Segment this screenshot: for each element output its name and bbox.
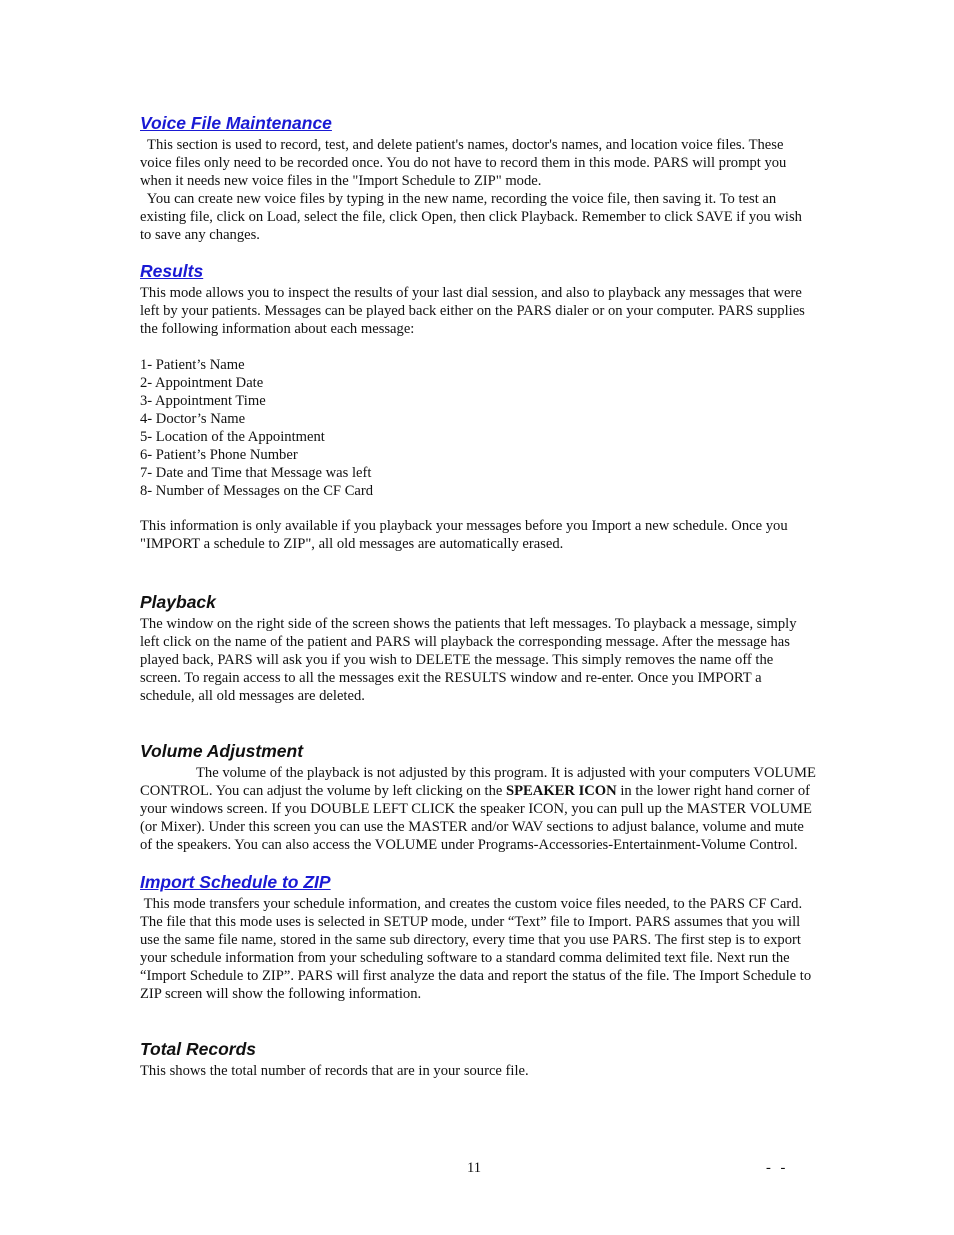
volume-text-after: in the lower right hand corner of your windows screen. If you DOUBLE LEFT CLICK the speaker ICON, you can pull up the MASTER VOLUME (or Mixer). Under this screen you can use the MASTER and/or WAV sections to adjust balance, volume and mute of the speakers. You can also access the VOLUME under Programs-Accessories-Entertainment-Volume Control. (140, 783, 812, 853)
playback-paragraph: The window on the right side of the screen shows the patients that left messages. To playback a message, simply left click on the name of the patient and PARS will playback the corresponding message. After the message has played back, PARS will ask you if you wish to DELETE the message. This simply removes the name off the screen. To regain access to all the messages exit the RESULTS window and re-enter. Once you IMPORT a schedule, all old messages are deleted. (140, 616, 797, 704)
total-records-paragraph: This shows the total number of records that are in your source file. (140, 1063, 529, 1079)
heading-playback: Playback (140, 592, 216, 612)
results-intro: This mode allows you to inspect the results of your last dial session, and also to playback any messages that were left by your patients. Messages can be played back either on the PARS dialer or on your computer. PARS supplies the following information about each message: (140, 285, 805, 337)
list-item: 7- Date and Time that Message was left (140, 465, 372, 481)
heading-import-schedule-to-zip[interactable]: Import Schedule to ZIP (140, 872, 331, 892)
results-info-list (140, 356, 816, 500)
list-item: 1- Patient’s Name (140, 357, 245, 373)
list-item: 2- Appointment Date (140, 375, 264, 391)
results-note: This information is only available if you playback your messages before you Import a new schedule. Once you "IMPORT a schedule to ZIP", all old messages are automatically erased. (140, 518, 788, 552)
speaker-icon-emphasis: SPEAKER ICON (506, 783, 617, 799)
import-paragraph: This mode transfers your schedule information, and creates the custom voice files needed, to the PARS CF Card. The file that this mode uses is selected in SETUP mode, under “Text” file to Import. PARS assumes that you will use the same file name, stored in the same sub directory, every time that you use PARS. The first step is to export your schedule information from your scheduling software to a standard comma delimited text file. Next run the “Import Schedule to ZIP”. PARS will first analyze the data and report the status of the file. The Import Schedule to ZIP screen will show the following information. (140, 896, 812, 1002)
footer-dashes: - - (766, 1160, 789, 1176)
voice-paragraph-2: You can create new voice files by typing in the new name, recording the voice file, then saving it. To test an existing file, click on Load, select the file, click Open, then click Playback. Remember to click SAVE if you wish to save any changes. (140, 191, 802, 243)
list-item: 3- Appointment Time (140, 393, 266, 409)
list-item: 6- Patient’s Phone Number (140, 447, 298, 463)
voice-paragraph-1: This section is used to record, test, and delete patient's names, doctor's names, and location voice files. These voice files only need to be recorded once. You do not have to record them in this mode. PARS will prompt you when it needs new voice files in the "Import Schedule to ZIP" mode. (140, 137, 787, 189)
heading-voice-file-maintenance[interactable]: Voice File Maintenance (140, 113, 332, 133)
volume-text-before: The volume of the playback is not adjusted by this program. It is adjusted with your computers VOLUME CONTROL. You can adjust the volume by left clicking on the (140, 765, 816, 799)
list-item: 8- Number of Messages on the CF Card (140, 483, 374, 499)
heading-results[interactable]: Results (140, 261, 204, 281)
list-item: 4- Doctor’s Name (140, 411, 246, 427)
document-page (140, 112, 816, 1080)
volume-paragraph (140, 764, 816, 854)
page-number: 11 (467, 1160, 482, 1176)
list-item: 5- Location of the Appointment (140, 429, 325, 445)
heading-total-records: Total Records (140, 1039, 257, 1059)
heading-volume-adjustment: Volume Adjustment (140, 741, 304, 761)
